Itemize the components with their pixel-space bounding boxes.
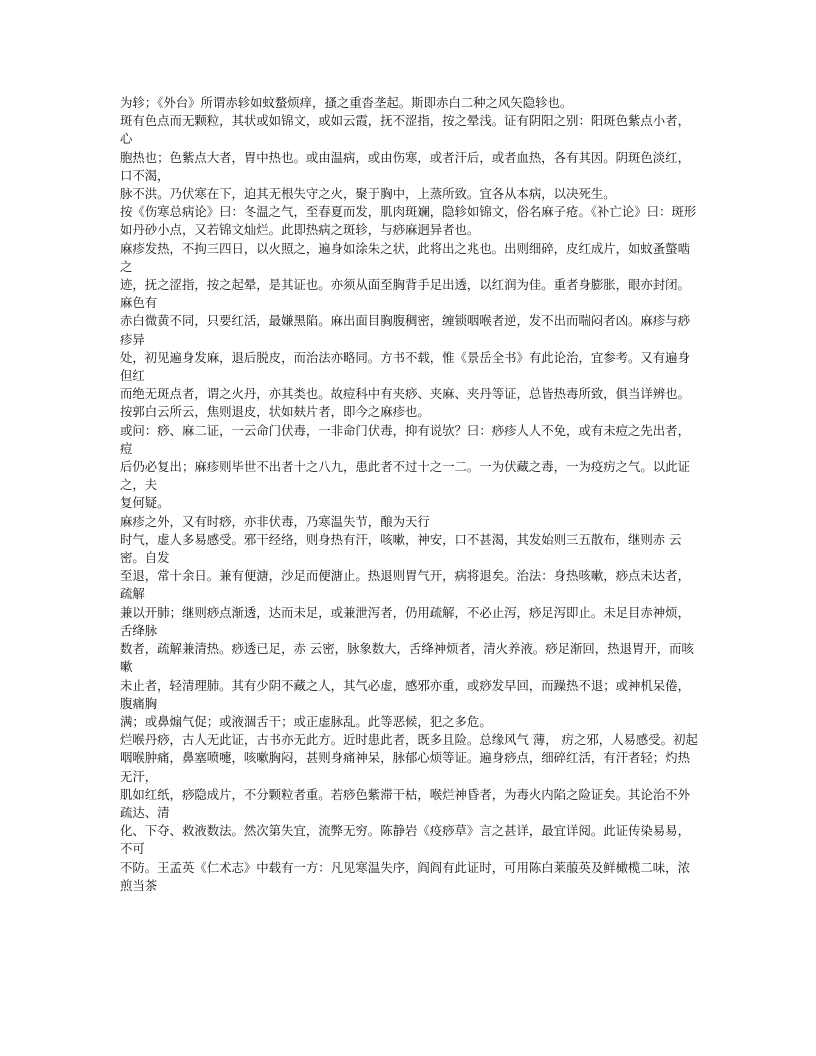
text-line: 兼以开肺；继则痧点渐透，达而未足，或兼泄泻者，仍用疏解，不必止泻，痧足泻即止。未足目赤神烦，舌绛脉 <box>120 604 690 638</box>
text-line: 处，初见遍身发麻，退后脱皮，而治法亦略同。方书不载，惟《景岳全书》有此论治，宜参考。又有遍身但红 <box>120 349 690 384</box>
text-line: 数者，疏解兼清热。痧透已足，赤 云密，脉象数大，舌绛神烦者，清火养液。痧足渐回，热退胃开，而咳嗽 <box>120 641 694 675</box>
text-line: 斑有色点而无颗粒，其状或如锦文，或如云霞，抚不涩指，按之晕浅。证有阴阳之别：阳斑色紫点小者，心 <box>120 113 690 147</box>
text-line: 或问：痧、麻二证，一云命门伏毒，一非命门伏毒，抑有说欤？曰：痧疹人人不免，或有未痘之先出者，痘 <box>120 422 690 456</box>
text-line: 复何疑。 <box>120 495 170 511</box>
text-line: 烂喉丹痧，古人无此证，古书亦无此方。近时患此者，既多且险。总缘风气 薄， 疠之邪，人易感受。初起 <box>120 732 698 748</box>
text-line: 如丹砂小点，又若锦文灿烂。此即热病之斑轸，与痧麻迥异者也。 <box>120 222 480 238</box>
document-body <box>120 94 700 895</box>
text-line: 为轸；《外台》所谓赤轸如蚊蝥烦痒，搔之重沓垄起。斯即赤白二种之风矢隐轸也。 <box>120 95 573 110</box>
text-line: 满；或鼻煽气促；或液涸舌干；或正虚脉乱。此等恶候，犯之多危。 <box>120 713 492 729</box>
text-line: 按郭白云所云，焦则退皮，状如麸片者，即今之麻疹也。 <box>120 404 430 420</box>
text-line: 迹，抚之涩指，按之起晕，是其证也。亦须从面至胸背手足出透，以红润为佳。重者身膨胀，眼亦封闭。麻色有 <box>120 277 690 311</box>
text-line: 麻疹之外，又有时痧，亦非伏毒，乃寒温失节，酿为天行 <box>120 513 430 529</box>
text-line: 未止者，轻清理肺。其有少阴不藏之人，其气必虚，感邪亦重，或痧发早回，而躁热不退；或神机呆倦，腹痛胸 <box>120 677 690 711</box>
text-line: 化、下夺、救液数法。然次第失宜，流弊无穷。陈静岩《疫痧草》言之甚详，最宜详阅。此证传染易易，不可 <box>120 823 690 857</box>
text-line: 按《伤寒总病论》曰：冬温之气，至春夏而发，肌肉斑斓，隐轸如锦文，俗名麻子疮。《补亡论》曰：斑形 <box>120 204 697 220</box>
text-line: 而绝无斑点者，谓之火丹，亦其类也。故痘科中有夹痧、夹麻、夹丹等证，总皆热毒所致，俱当详辨也。 <box>120 386 690 402</box>
text-line: 脉不洪。乃伏寒在下，迫其无根失守之火，聚于胸中，上蒸所致。宜各从本病，以决死生。 <box>120 186 616 202</box>
text-line: 咽喉肿痛，鼻塞喷嚏，咳嗽胸闷，甚则身痛神呆，脉郁心烦等证。遍身痧点，细碎红活，有汗者轻；灼热无汗， <box>120 750 690 784</box>
text-line: 至退，常十余日。兼有便溏，沙足而便溏止。热退则胃气开，病将退矣。治法：身热咳嗽，痧点未达者，疏解 <box>120 568 690 602</box>
text-line: 胞热也；色紫点大者，胃中热也。或由温病，或由伤寒，或者汗后，或者血热，各有其因。阴斑色淡红，口不渴， <box>120 149 690 183</box>
text-line: 后仍必复出；麻疹则毕世不出者十之八九，患此者不过十之一二。一为伏藏之毒，一为疫疠之气。以此证之，夫 <box>120 459 690 493</box>
text-line: 赤白微黄不同，只要红活，最嫌黑陷。麻出面目胸腹稠密，缠锁咽喉者逆，发不出而喘闷者凶。麻疹与痧疹异 <box>120 313 690 347</box>
text-line: 不防。王孟英《仁术志》中载有一方：凡见寒温失序，阎阎有此证时，可用陈白莱菔英及鲜橄榄二味，浓煎当茶 <box>120 859 690 893</box>
text-line: 时气，虚人多易感受。邪干经络，则身热有汗，咳嗽，神安，口不甚渴，其发始则三五散布，继则赤 云密。自发 <box>120 531 682 566</box>
text-line: 麻疹发热，不拘三四日，以火照之，遍身如涂朱之状，此将出之兆也。出则细碎，皮红成片，如蚊蚤螫啮之 <box>120 240 690 274</box>
text-line: 肌如红纸，痧隐成片，不分颗粒者重。若痧色紫滞干枯，喉烂神昏者，为毒火内陷之险证矣。其论治不外疏达、清 <box>120 786 690 820</box>
